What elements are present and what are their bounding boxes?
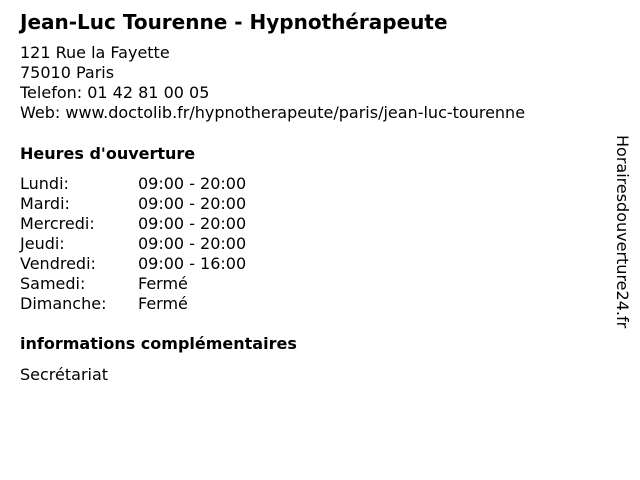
hours-row-saturday bbox=[20, 274, 246, 294]
hours-row-friday bbox=[20, 254, 246, 274]
day-label: Mercredi: bbox=[20, 214, 95, 233]
hours-value: 09:00 - 20:00 bbox=[138, 194, 247, 213]
phone-number: Telefon: 01 42 81 00 05 bbox=[20, 83, 210, 102]
hours-value: 09:00 - 20:00 bbox=[138, 174, 247, 193]
city-address: 75010 Paris bbox=[20, 63, 115, 82]
additional-info-heading: informations complémentaires bbox=[20, 334, 297, 353]
page-title: Jean-Luc Tourenne - Hypnothérapeute bbox=[20, 10, 448, 34]
opening-hours-heading: Heures d'ouverture bbox=[20, 144, 196, 163]
hours-row-sunday bbox=[20, 294, 246, 314]
additional-info-text: Secrétariat bbox=[20, 365, 109, 384]
hours-row-thursday bbox=[20, 234, 246, 254]
hours-value: Fermé bbox=[138, 294, 188, 313]
hours-row-tuesday bbox=[20, 194, 246, 214]
hours-value: Fermé bbox=[138, 274, 188, 293]
day-label: Dimanche: bbox=[20, 294, 107, 313]
day-label: Mardi: bbox=[20, 194, 70, 213]
day-label: Lundi: bbox=[20, 174, 69, 193]
day-label: Vendredi: bbox=[20, 254, 96, 273]
hours-row-wednesday bbox=[20, 214, 246, 234]
website-url: Web: www.doctolib.fr/hypnotherapeute/paris/jean-luc-tourenne bbox=[20, 103, 526, 122]
opening-hours-table bbox=[20, 174, 246, 314]
address-block bbox=[20, 43, 525, 123]
site-watermark: Horairesdouverture24.fr bbox=[613, 135, 632, 329]
hours-row-monday bbox=[20, 174, 246, 194]
hours-value: 09:00 - 20:00 bbox=[138, 214, 247, 233]
day-label: Samedi: bbox=[20, 274, 86, 293]
hours-value: 09:00 - 16:00 bbox=[138, 254, 247, 273]
hours-value: 09:00 - 20:00 bbox=[138, 234, 247, 253]
street-address: 121 Rue la Fayette bbox=[20, 43, 170, 62]
day-label: Jeudi: bbox=[20, 234, 65, 253]
